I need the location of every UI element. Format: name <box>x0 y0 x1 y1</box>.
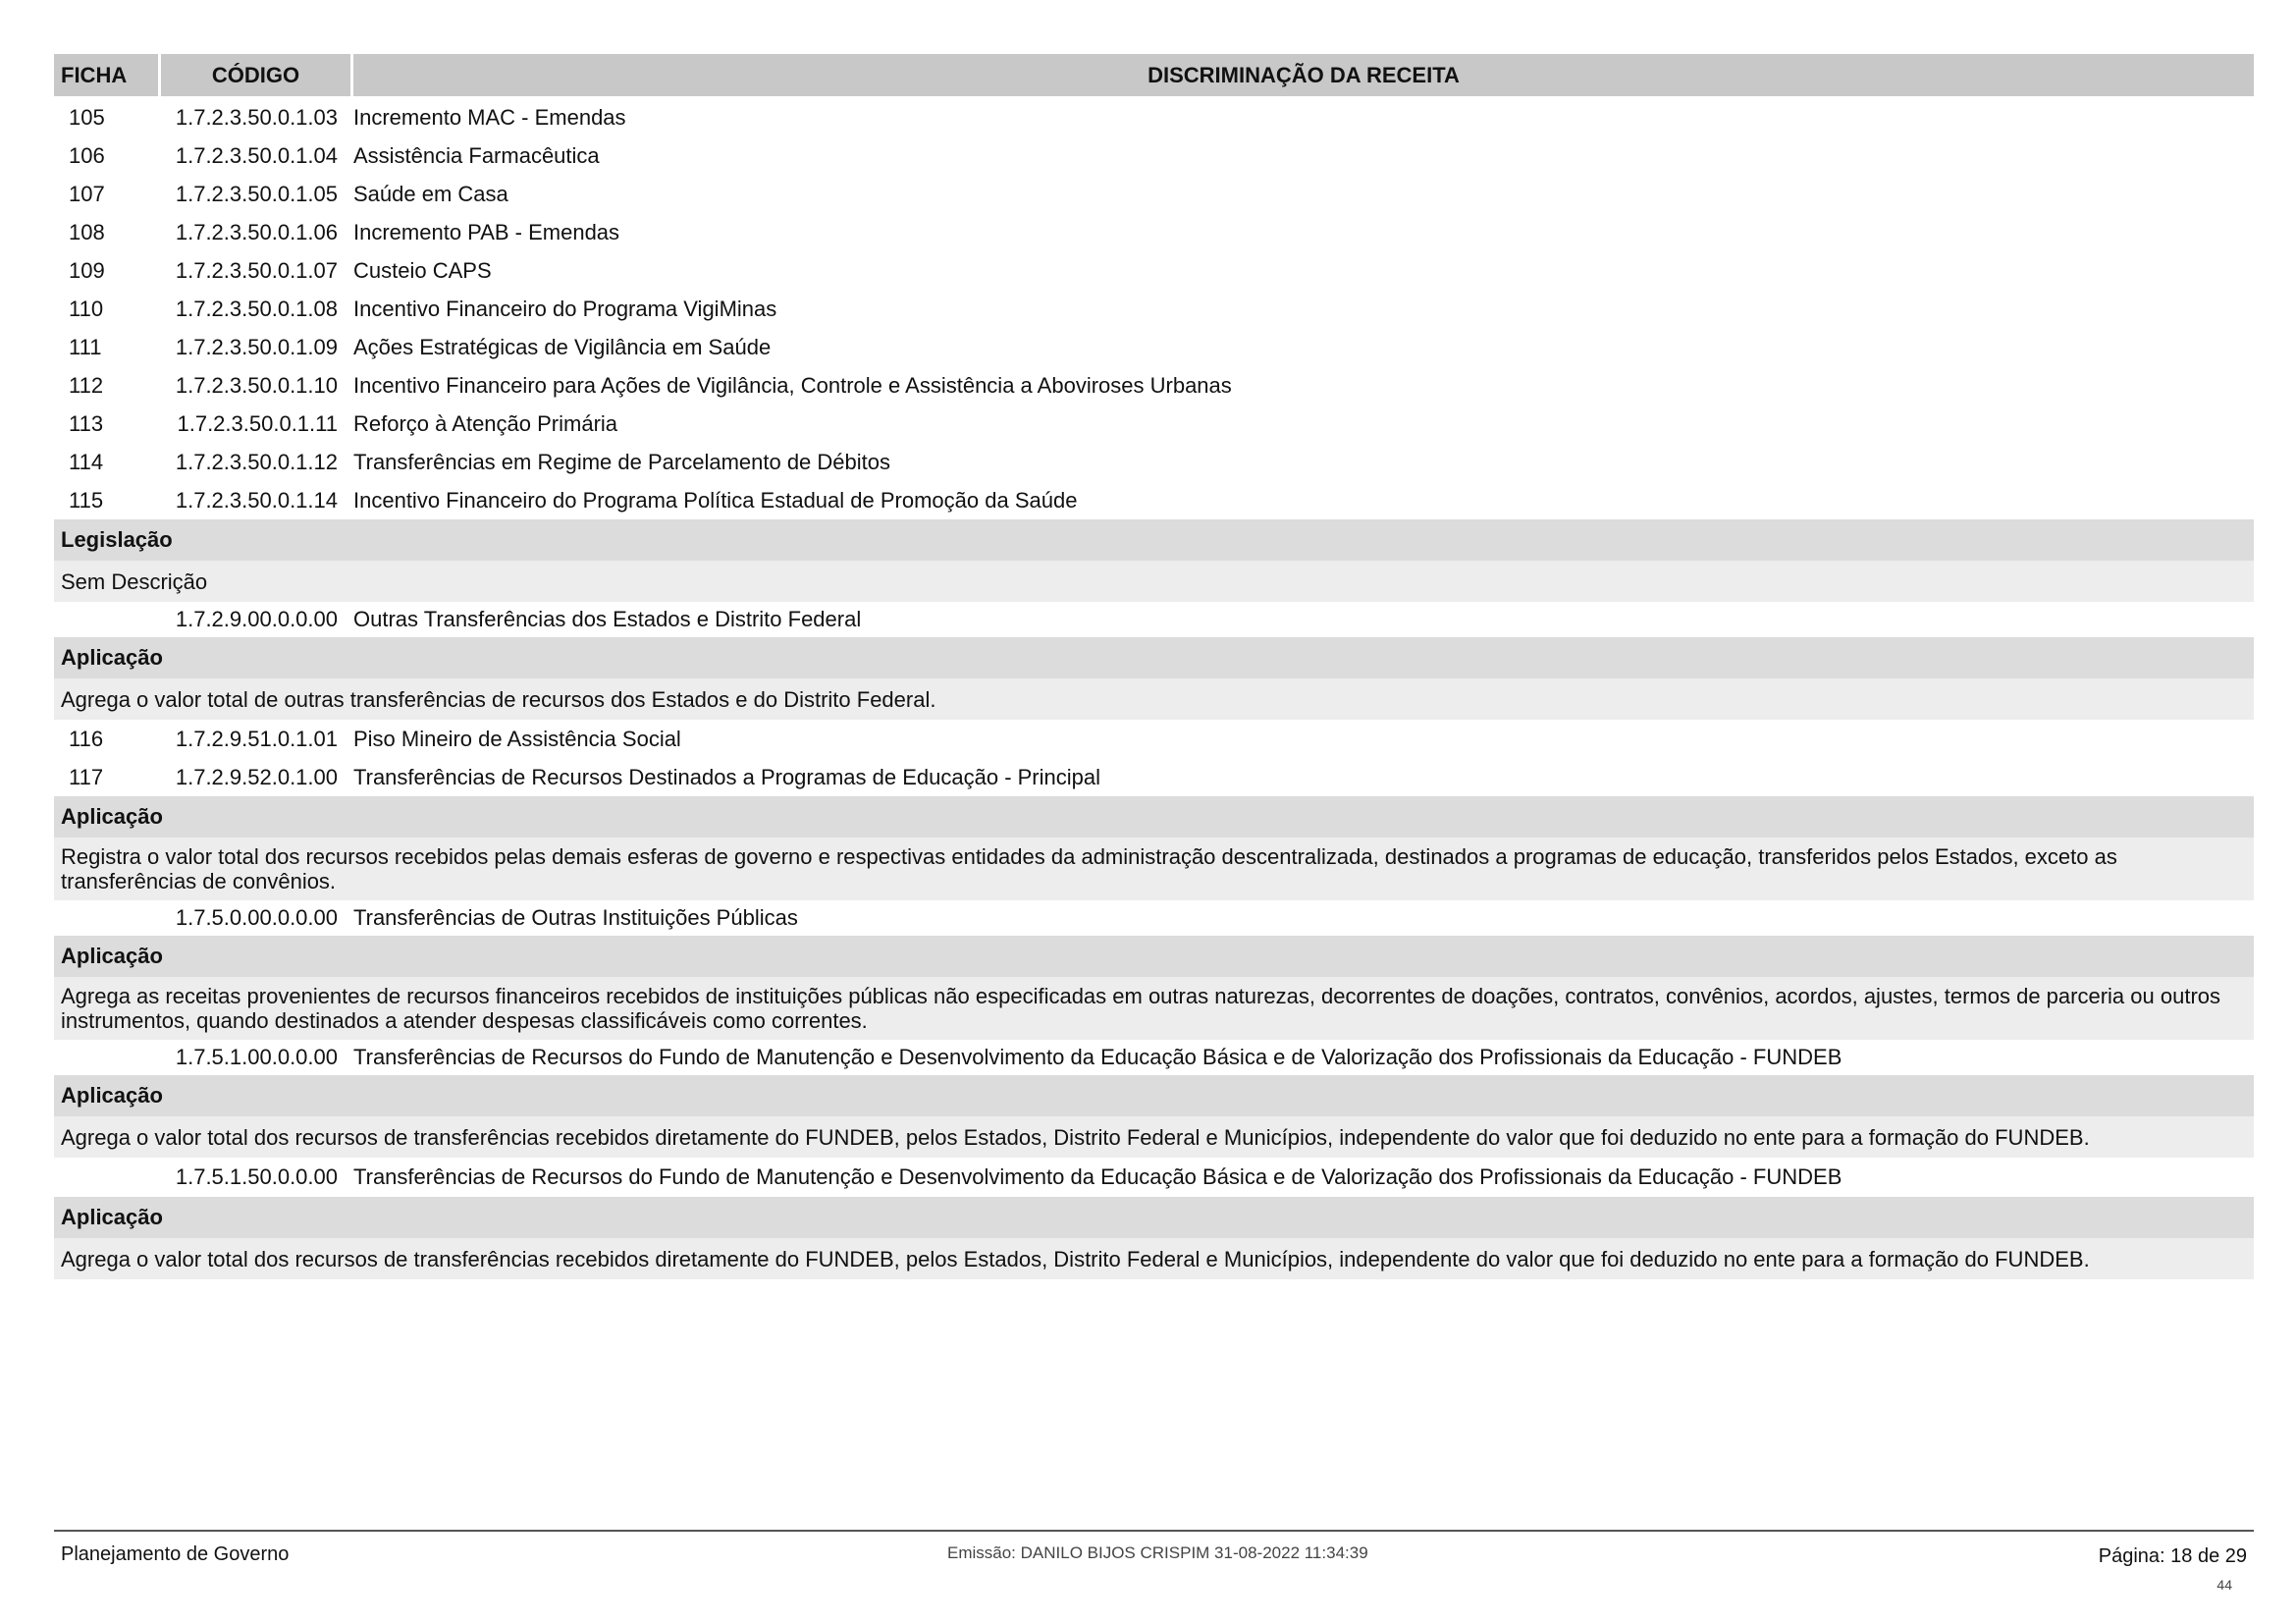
row-desc: Piso Mineiro de Assistência Social <box>353 726 681 751</box>
row-codigo: 1.7.2.9.52.0.1.00 <box>175 764 338 789</box>
row-codigo: 1.7.2.9.51.0.1.01 <box>175 726 338 751</box>
legislacao-body: Sem Descrição <box>54 561 2254 602</box>
table-row <box>54 1040 2254 1075</box>
row-desc: Transferências em Regime de Parcelamento de Débitos <box>353 449 891 474</box>
row-ficha: 117 <box>69 764 104 789</box>
header-ficha: FICHA <box>54 54 161 96</box>
row-ficha: 116 <box>69 726 104 751</box>
row-ficha: 114 <box>69 449 104 474</box>
row-codigo: 1.7.2.3.50.0.1.03 <box>175 104 338 130</box>
items-group-a <box>54 98 2254 519</box>
row-desc: Transferências de Recursos do Fundo de Manutenção e Desenvolvimento da Educação Básica e de Valorização dos Profissionais da Educação - FUNDEB <box>353 1164 1842 1189</box>
row-desc: Outras Transferências dos Estados e Distrito Federal <box>353 607 862 631</box>
table-row <box>54 602 2254 637</box>
row-codigo: 1.7.2.3.50.0.1.07 <box>175 257 338 283</box>
row-codigo: 1.7.5.1.50.0.0.00 <box>175 1164 338 1189</box>
row-codigo: 1.7.2.3.50.0.1.10 <box>175 372 338 398</box>
table-row <box>54 1158 2254 1197</box>
table-row <box>54 720 2254 758</box>
row-codigo: 1.7.2.3.50.0.1.11 <box>177 410 338 436</box>
row-codigo: 1.7.2.3.50.0.1.14 <box>175 487 338 513</box>
row-desc: Transferências de Recursos Destinados a Programas de Educação - Principal <box>353 764 1100 789</box>
row-codigo: 1.7.2.3.50.0.1.04 <box>175 142 338 168</box>
row-ficha: 112 <box>69 372 104 398</box>
row-ficha: 109 <box>69 257 105 283</box>
row-ficha: 107 <box>69 181 105 206</box>
table-row <box>54 366 2254 405</box>
table-row <box>54 405 2254 443</box>
aplicacao-title: Aplicação <box>54 1197 2254 1238</box>
row-desc: Incentivo Financeiro para Ações de Vigilância, Controle e Assistência a Aboviroses Urbanas <box>353 372 1232 398</box>
table-row <box>54 758 2254 796</box>
table-row <box>54 251 2254 290</box>
receita-table <box>54 54 2254 1279</box>
table-row <box>54 481 2254 519</box>
row-desc: Incentivo Financeiro do Programa Política Estadual de Promoção da Saúde <box>353 487 1078 513</box>
aplicacao-body: Agrega o valor total de outras transferências de recursos dos Estados e do Distrito Federal. <box>54 678 2254 720</box>
row-desc: Transferências de Recursos do Fundo de Manutenção e Desenvolvimento da Educação Básica e de Valorização dos Profissionais da Educação - FUNDEB <box>353 1045 1842 1069</box>
row-codigo: 1.7.2.3.50.0.1.12 <box>175 449 338 474</box>
aplicacao-title: Aplicação <box>54 936 2254 977</box>
row-desc: Reforço à Atenção Primária <box>353 410 618 436</box>
table-row <box>54 290 2254 328</box>
table-header <box>54 54 2254 96</box>
row-desc: Assistência Farmacêutica <box>353 142 600 168</box>
header-discriminacao: DISCRIMINAÇÃO DA RECEITA <box>1148 62 1460 87</box>
legislacao-title: Legislação <box>54 519 2254 561</box>
table-row <box>54 900 2254 936</box>
row-desc: Incremento PAB - Emendas <box>353 219 620 244</box>
aplicacao-title: Aplicação <box>54 1075 2254 1116</box>
row-desc: Ações Estratégicas de Vigilância em Saúde <box>353 334 772 359</box>
footer-number: 44 <box>2216 1577 2232 1593</box>
items-group-b <box>54 720 2254 796</box>
table-row <box>54 213 2254 251</box>
row-ficha: 113 <box>69 410 104 436</box>
row-codigo: 1.7.2.3.50.0.1.05 <box>175 181 338 206</box>
row-ficha: 115 <box>69 487 104 513</box>
aplicacao-title: Aplicação <box>54 637 2254 678</box>
row-desc: Incremento MAC - Emendas <box>353 104 626 130</box>
row-codigo: 1.7.2.3.50.0.1.06 <box>175 219 338 244</box>
row-desc: Transferências de Outras Instituições Públicas <box>353 905 798 930</box>
row-codigo: 1.7.2.9.00.0.0.00 <box>175 607 338 631</box>
aplicacao-body: Agrega o valor total dos recursos de transferências recebidos diretamente do FUNDEB, pelos Estados, Distrito Federal e Municípios, independente do valor que foi deduzido no ente para a formação do FUNDEB. <box>54 1116 2254 1158</box>
table-row <box>54 328 2254 366</box>
row-codigo: 1.7.2.3.50.0.1.08 <box>175 296 338 321</box>
row-ficha: 105 <box>69 104 105 130</box>
row-desc: Incentivo Financeiro do Programa VigiMinas <box>353 296 777 321</box>
aplicacao-body: Agrega o valor total dos recursos de transferências recebidos diretamente do FUNDEB, pelos Estados, Distrito Federal e Municípios, independente do valor que foi deduzido no ente para a formação do FUNDEB. <box>54 1238 2254 1279</box>
row-desc: Custeio CAPS <box>353 257 492 283</box>
row-codigo: 1.7.2.3.50.0.1.09 <box>175 334 338 359</box>
row-codigo: 1.7.5.1.00.0.0.00 <box>175 1045 338 1069</box>
page-footer <box>54 1530 2254 1600</box>
row-ficha: 106 <box>69 142 105 168</box>
row-ficha: 108 <box>69 219 105 244</box>
row-ficha: 110 <box>69 296 104 321</box>
header-codigo: CÓDIGO <box>161 54 353 96</box>
aplicacao-body: Agrega as receitas provenientes de recursos financeiros recebidos de instituições públicas não especificadas em outras naturezas, decorrentes de doações, contratos, convênios, acordos, ajustes, termos de parceria ou outros instrumentos, quando destinados a atender despesas classificáveis como correntes. <box>54 977 2254 1040</box>
aplicacao-title: Aplicação <box>54 796 2254 838</box>
footer-emissao: Emissão: DANILO BIJOS CRISPIM 31-08-2022 11:34:39 <box>947 1543 1368 1562</box>
row-codigo: 1.7.5.0.00.0.0.00 <box>175 905 338 930</box>
row-ficha: 111 <box>69 334 102 359</box>
table-row <box>54 175 2254 213</box>
table-row <box>54 136 2254 175</box>
footer-pagina: Página: 18 de 29 <box>2098 1545 2247 1567</box>
table-row <box>54 443 2254 481</box>
aplicacao-body: Registra o valor total dos recursos recebidos pelas demais esferas de governo e respectivas entidades da administração descentralizada, destinados a programas de educação, transferidos pelos Estados, exceto as transferências de convênios. <box>54 838 2254 900</box>
table-row <box>54 98 2254 136</box>
row-desc: Saúde em Casa <box>353 181 508 206</box>
footer-org: Planejamento de Governo <box>61 1543 290 1565</box>
